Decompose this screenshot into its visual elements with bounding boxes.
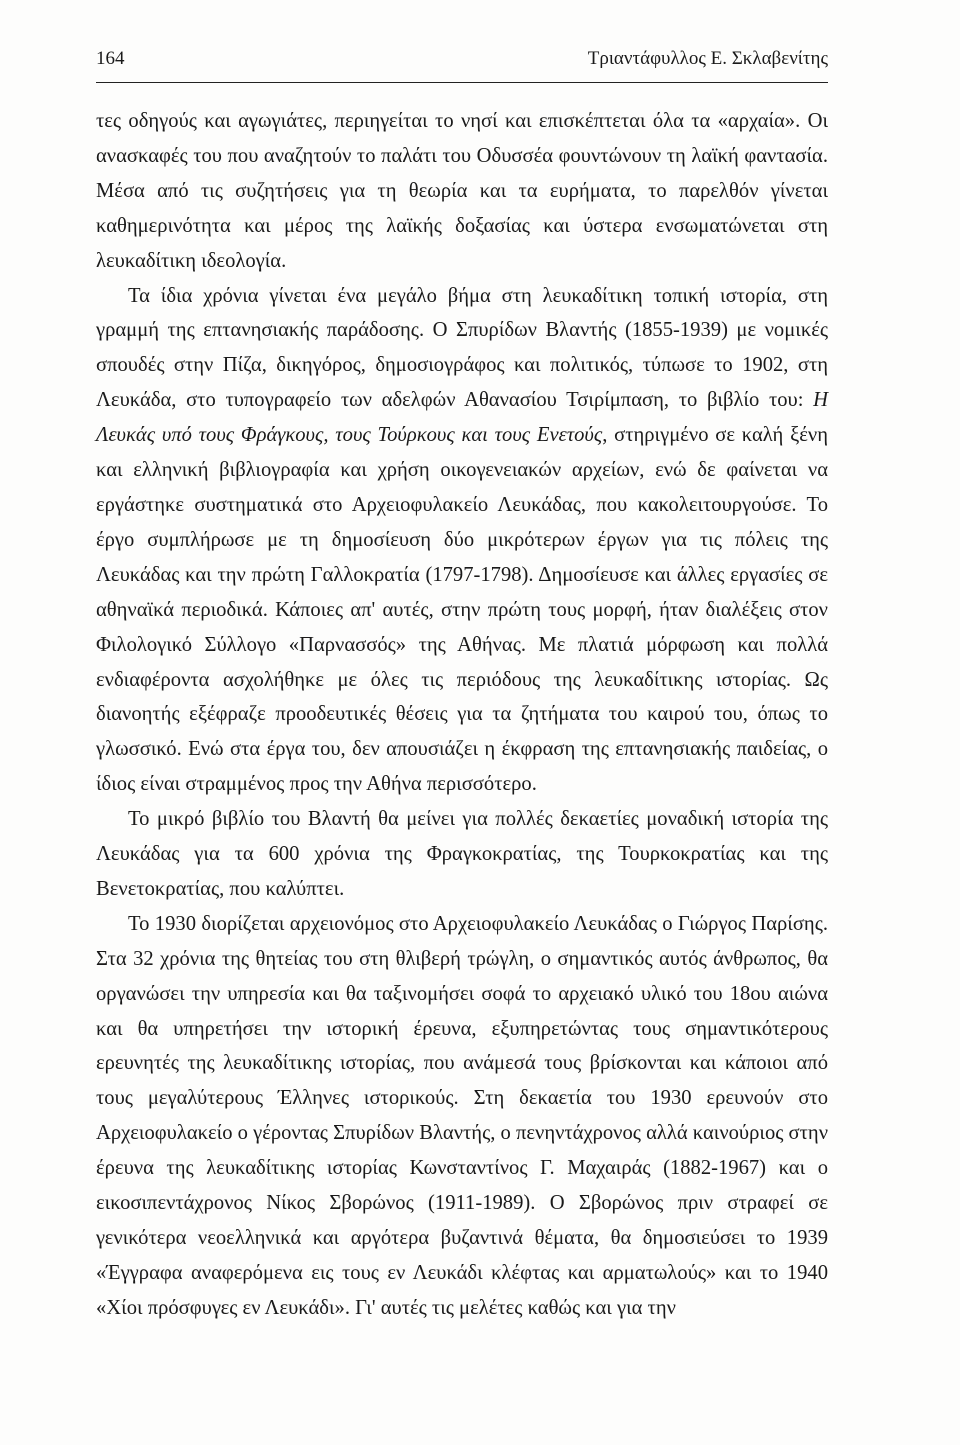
paragraph-2-text-before: Τα ίδια χρόνια γίνεται ένα μεγάλο βήμα στη λευκαδίτικη τοπική ιστορία, στη γραμμή της επτανησιακής παράδοσης. Ο Σπυρίδων Βλαντής (1855-1939) με νομικές σπουδές στην Πίζα, δικηγόρος, δημοσιογράφος και πολιτικός, τύπωσε το 1902, στη Λευκάδα, στο τυπογραφείο των αδελφών Αθανασίου Τσιρίμπαση, το βιβλίο του: [96,284,828,412]
paragraph-2 [96,279,828,803]
page-number: 164 [96,48,125,69]
page-header [96,44,828,76]
paragraph-4: Το 1930 διορίζεται αρχειονόμος στο Αρχειοφυλακείο Λευκάδας ο Γιώργος Παρίσης. Στα 32 χρόνια της θητείας του στη θλιβερή τρώγλη, ο σημαντικός αυτός άνθρωπος, θα οργανώσει την υπηρεσία και θα ταξινομήσει σοφά το αρχειακό υλικό του 18ου αιώνα και θα υπηρετήσει την ιστορική έρευνα, εξυπηρετώντας τους σημαντικότερους ερευνητές της λευκαδίτικης ιστορίας, που ανάμεσά τους βρίσκονται και κάποιοι από τους μεγαλύτερους Έλληνες ιστορικούς. Στη δεκαετία του 1930 ερευνούν στο Αρχειοφυλακείο ο γέροντας Σπυρίδων Βλαντής, ο πενηντάχρονος αλλά καινούριος στην έρευνα της λευκαδίτικης ιστορίας Κωνσταντίνος Γ. Μαχαιράς (1882-1967) και ο εικοσιπεντάχρονος Νίκος Σβορώνος (1911-1989). Ο Σβορώνος πριν στραφεί σε γενικότερα νεοελληνικά και αργότερα βυζαντινά θέματα, θα δημοσιεύσει το 1939 «Έγγραφα αναφερόμενα εις τους εν Λευκάδι κλέφτας και αρματωλούς» και το 1940 «Χίοι πρόσφυγες εν Λευκάδι». Γι' αυτές τις μελέτες καθώς και για την [96,912,829,1319]
paragraph-3: Το μικρό βιβλίο του Βλαντή θα μείνει για πολλές δεκαετίες μοναδική ιστορία της Λευκάδας για τα 600 χρόνια της Φραγκοκρατίας, της Τουρκοκρατίας και της Βενετοκρατίας, που καλύπτει. [96,808,828,900]
running-head-author: Τριαντάφυλλος Ε. Σκλαβενίτης [587,48,828,69]
body-text [96,104,828,1326]
paragraph-2-text-after: , στηριγμένο σε καλή ξένη και ελληνική βιβλιογραφία και χρήση οικογενειακών αρχείων, ενώ δε φαίνεται να εργάστηκε συστηματικά στο Αρχειοφυλακείο Λευκάδας, που κακολειτουργούσε. Το έργο συμπλήρωσε με τη δημοσίευση δύο μικρότερων έργων για τις πόλεις της Λευκάδας και την πρώτη Γαλλοκρατία (1797-1798). Δημοσίευσε και άλλες εργασίες σε αθηναϊκά περιοδικά. Κάποιες απ' αυτές, στην πρώτη τους μορφή, ήταν διαλέξεις στον Φιλολογικό Σύλλογο «Παρνασσός» της Αθήνας. Με πλατιά μόρφωση και πολλά ενδιαφέροντα ασχολήθηκε με όλες τις περιόδους της λευκαδίτικης ιστορίας. Ως διανοητής εξέφραζε προοδευτικές θέσεις για τα ζητήματα του καιρού του, όπως το γλωσσικό. Ενώ στα έργα του, δεν απουσιάζει η έκφραση της επτανησιακής παιδείας, ο ίδιος είναι στραμμένος προς την Αθήνα περισσότερο. [96,424,828,796]
header-rule [96,82,828,83]
book-title: Η Λευκάς υπό τους Φράγκους, τους Τούρκους και τους Ενετούς [96,389,828,447]
paragraph-1: τες οδηγούς και αγωγιάτες, περιηγείται το νησί και επισκέπτεται όλα τα «αρχαία». Οι ανασκαφές του που αναζητούν το παλάτι του Οδυσσέα φουντώνουν τη λαϊκή φαντασία. Μέσα από τις συζητήσεις για τη θεωρία και τα ευρήματα, το παρελθόν γίνεται καθημερινότητα και μέρος της λαϊκής δοξασίας και ύστερα ενσωματώνεται στη λευκαδίτικη ιδεολογία. [96,110,828,272]
